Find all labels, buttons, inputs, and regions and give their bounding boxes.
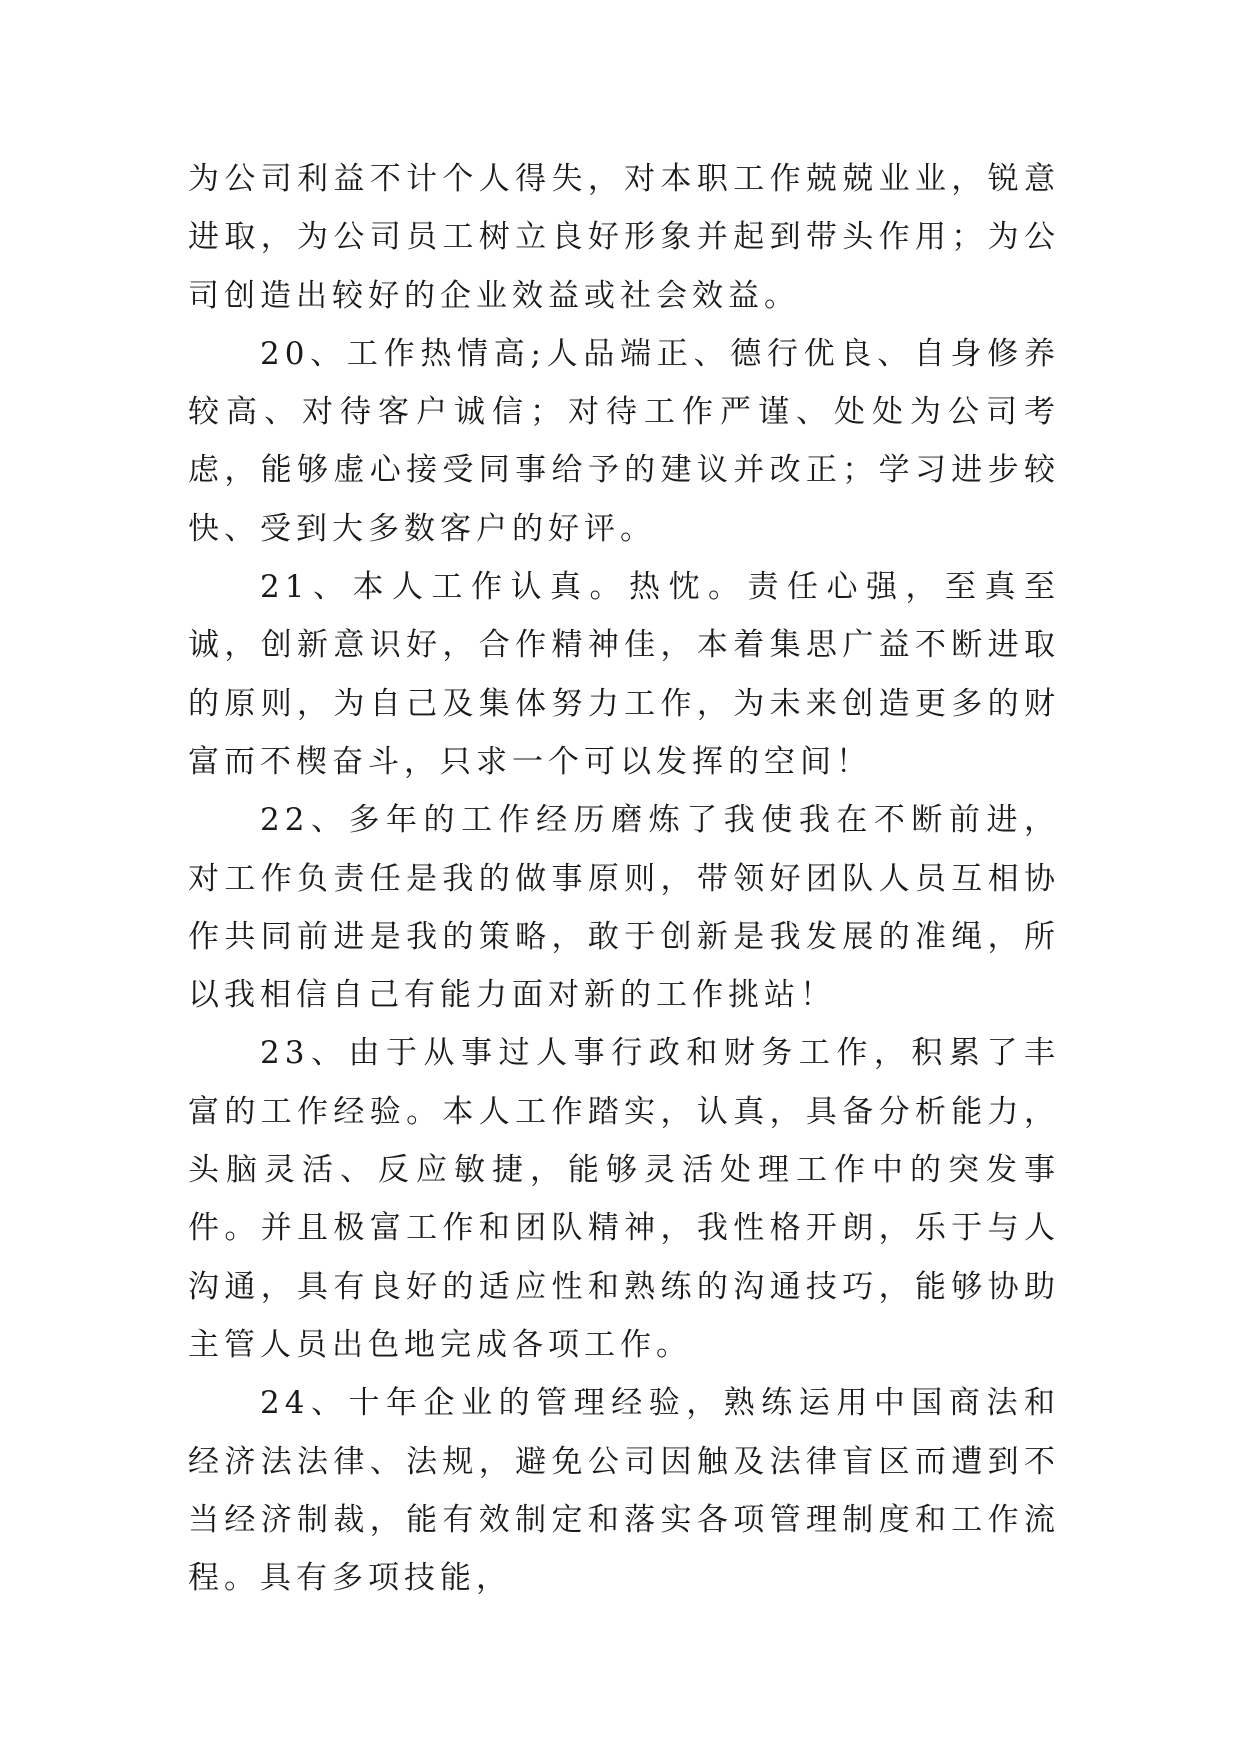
- paragraph-item-24: 24、十年企业的管理经验，熟练运用中国商法和经济法法律、法规，避免公司因触及法律盲区而遭到不当经济制裁，能有效制定和落实各项管理制度和工作流程。具有多项技能，: [188, 1385, 1060, 1597]
- paragraph-item-20: 20、工作热情高;人品端正、德行优良、自身修养较高、对待客户诚信；对待工作严谨、处处为公司考虑，能够虚心接受同事给予的建议并改正；学习进步较快、受到大多数客户的好评。: [188, 335, 1060, 547]
- paragraph-item-22: 22、多年的工作经历磨炼了我使我在不断前进，对工作负责任是我的做事原则，带领好团队人员互相协作共同前进是我的策略，敢于创新是我发展的准绳，所以我相信自己有能力面对新的工作挑站！: [188, 802, 1060, 1014]
- body-text: [188, 150, 1060, 1607]
- paragraph-item-23: 23、由于从事过人事行政和财务工作，积累了丰富的工作经验。本人工作踏实，认真，具备分析能力，头脑灵活、反应敏捷，能够灵活处理工作中的突发事件。并且极富工作和团队精神，我性格开朗，乐于与人沟通，具有良好的适应性和熟练的沟通技巧，能够协助主管人员出色地完成各项工作。: [188, 1035, 1060, 1363]
- paragraph-continued: 为公司利益不计个人得失，对本职工作兢兢业业，锐意进取，为公司员工树立良好形象并起到带头作用；为公司创造出较好的企业效益或社会效益。: [188, 161, 1060, 314]
- paragraph-item-21: 21、本人工作认真。热忱。责任心强，至真至诚，创新意识好，合作精神佳，本着集思广益不断进取的原则，为自己及集体努力工作，为未来创造更多的财富而不楔奋斗，只求一个可以发挥的空间！: [188, 569, 1060, 780]
